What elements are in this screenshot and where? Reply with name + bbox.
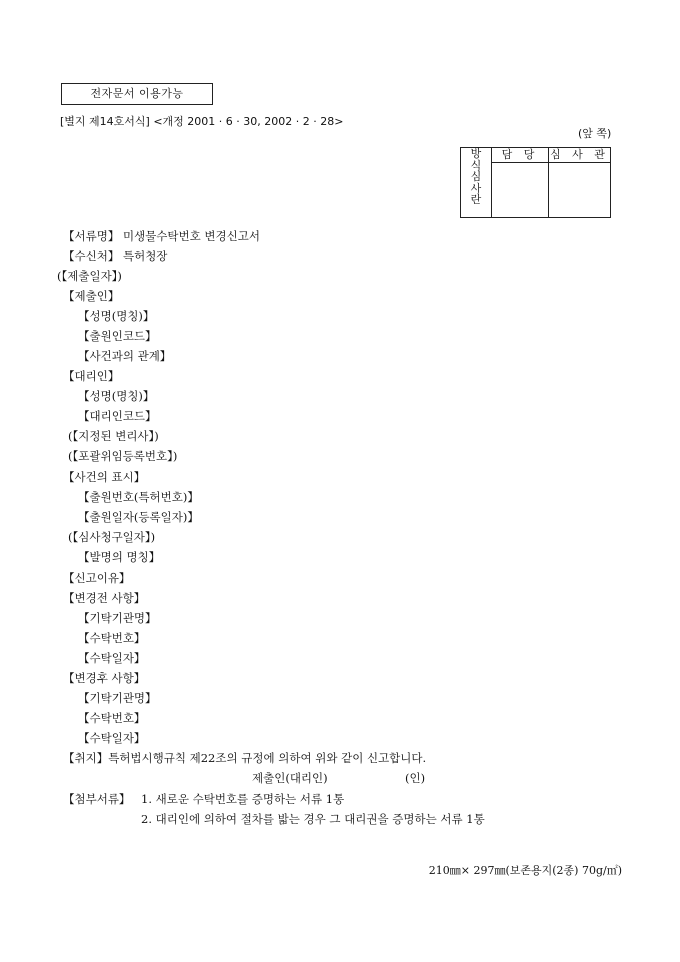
review-col-officer: 담 당 [492, 148, 549, 163]
purpose-statement: 【취지】특허법시행규칙 제22조의 규정에 의하여 위와 같이 신고합니다. [63, 751, 427, 765]
review-side-label: 방 식 심 사 란 [461, 148, 492, 218]
form-reference: [별지 제14호서식] <개정 2001 · 6 · 30, 2002 · 2 · 28> [60, 115, 344, 128]
attachment-item-2: 2. 대리인에 의하여 절차를 밟는 경우 그 대리권을 증명하는 서류 1통 [141, 812, 485, 826]
field-submission-date: (【제출일자】) [57, 269, 122, 283]
field-case-indication: 【사건의 표시】 [63, 470, 146, 484]
field-application-number: 【출원번호(특허번호)】 [78, 490, 199, 504]
field-case-relation: 【사건과의 관계】 [78, 349, 172, 363]
field-recipient: 【수신처】 특허청장 [63, 249, 168, 263]
field-agent-name: 【성명(명칭)】 [78, 389, 155, 403]
field-agent: 【대리인】 [63, 369, 120, 383]
field-after-accession-number: 【수탁번호】 [78, 711, 146, 725]
field-application-date: 【출원일자(등록일자)】 [78, 510, 199, 524]
field-before-accession-number: 【수탁번호】 [78, 631, 146, 645]
review-box [460, 147, 611, 218]
field-examination-request-date: (【심사청구일자】) [68, 530, 156, 544]
field-document-name: 【서류명】 미생물수탁번호 변경신고서 [63, 229, 260, 243]
field-submitter: 【제출인】 [63, 289, 120, 303]
paper-size-note: 210㎜× 297㎜(보존용지(2종) 70g/㎡) [428, 864, 622, 877]
signature-label: 제출인(대리인) [252, 771, 328, 785]
field-invention-title: 【발명의 명칭】 [78, 550, 161, 564]
review-col-examiner: 심 사 관 [550, 148, 609, 161]
field-before-depository: 【기탁기관명】 [78, 611, 157, 625]
field-before-accession-date: 【수탁일자】 [78, 651, 146, 665]
seal-mark: (인) [405, 771, 426, 785]
field-designated-attorney: (【지정된 변리사】) [68, 429, 159, 443]
field-general-power-number: (【포괄위임등록번호】) [68, 449, 178, 463]
review-cell-officer [492, 163, 549, 218]
field-agent-code: 【대리인코드】 [78, 409, 157, 423]
attachments-label: 【첨부서류】 [63, 792, 131, 806]
field-submitter-name: 【성명(명칭)】 [78, 309, 155, 323]
field-report-reason: 【신고이유】 [63, 571, 131, 585]
review-cell-examiner [549, 163, 611, 218]
field-after-accession-date: 【수탁일자】 [78, 731, 146, 745]
page-side-label: (앞 쪽) [578, 127, 612, 140]
field-applicant-code: 【출원인코드】 [78, 329, 157, 343]
field-after-depository: 【기탁기관명】 [78, 691, 157, 705]
field-after-change: 【변경후 사항】 [63, 671, 146, 685]
attachment-item-1: 1. 새로운 수탁번호를 증명하는 서류 1통 [141, 792, 345, 806]
field-before-change: 【변경전 사항】 [63, 591, 146, 605]
electronic-document-label: 전자문서 이용가능 [61, 83, 213, 105]
